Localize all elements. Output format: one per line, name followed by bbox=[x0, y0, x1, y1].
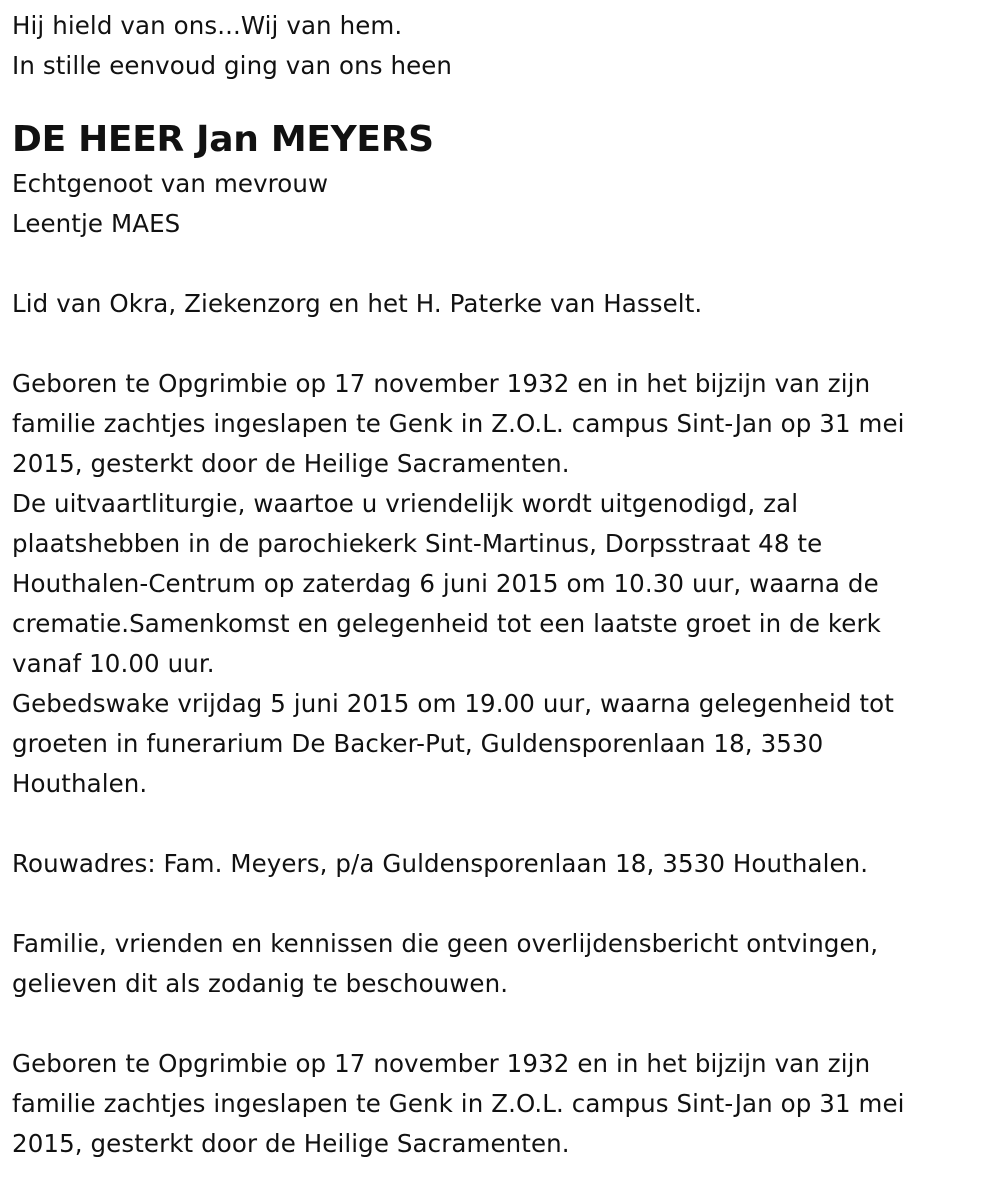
birth-death-line: familie zachtjes ingeslapen te Genk in Z.O.L. campus Sint-Jan op 31 mei bbox=[12, 409, 905, 438]
membership-text: Lid van Okra, Ziekenzorg en het H. Paterke van Hasselt. bbox=[12, 289, 703, 318]
birth-death-repeat-line: Geboren te Opgrimbie op 17 november 1932 en in het bijzijn van zijn bbox=[12, 1049, 871, 1078]
spacer bbox=[12, 804, 988, 844]
birth-death-repeat-line: 2015, gesterkt door de Heilige Sacramenten. bbox=[12, 1129, 570, 1158]
spacer bbox=[12, 324, 988, 364]
vigil-line: groeten in funerarium De Backer-Put, Guldensporenlaan 18, 3530 bbox=[12, 729, 824, 758]
notice-line: Familie, vrienden en kennissen die geen overlijdensbericht ontvingen, bbox=[12, 929, 879, 958]
deceased-name: DE HEER Jan MEYERS bbox=[12, 119, 434, 160]
birth-death-line: 2015, gesterkt door de Heilige Sacramenten. bbox=[12, 449, 570, 478]
funeral-line: De uitvaartliturgie, waartoe u vriendelijk wordt uitgenodigd, zal bbox=[12, 489, 799, 518]
notice-line: gelieven dit als zodanig te beschouwen. bbox=[12, 969, 509, 998]
funeral-line: crematie.Samenkomst en gelegenheid tot een laatste groet in de kerk bbox=[12, 609, 881, 638]
birth-death-repeat-line: familie zachtjes ingeslapen te Genk in Z.O.L. campus Sint-Jan op 31 mei bbox=[12, 1089, 905, 1118]
intro-line-2: In stille eenvoud ging van ons heen bbox=[12, 51, 453, 80]
spouse-line-1: Echtgenoot van mevrouw bbox=[12, 169, 329, 198]
spacer bbox=[12, 1004, 988, 1044]
mourning-address: Rouwadres: Fam. Meyers, p/a Guldensporenlaan 18, 3530 Houthalen. bbox=[12, 849, 869, 878]
birth-death-line: Geboren te Opgrimbie op 17 november 1932 en in het bijzijn van zijn bbox=[12, 369, 871, 398]
intro-line-1: Hij hield van ons...Wij van hem. bbox=[12, 11, 403, 40]
funeral-line: plaatshebben in de parochiekerk Sint-Martinus, Dorpsstraat 48 te bbox=[12, 529, 823, 558]
funeral-line: vanaf 10.00 uur. bbox=[12, 649, 215, 678]
spacer bbox=[12, 884, 988, 924]
vigil-line: Gebedswake vrijdag 5 juni 2015 om 19.00 uur, waarna gelegenheid tot bbox=[12, 689, 894, 718]
spacer bbox=[12, 244, 988, 284]
vigil-line: Houthalen. bbox=[12, 769, 148, 798]
spouse-line-2: Leentje MAES bbox=[12, 209, 181, 238]
funeral-line: Houthalen-Centrum op zaterdag 6 juni 2015 om 10.30 uur, waarna de bbox=[12, 569, 879, 598]
